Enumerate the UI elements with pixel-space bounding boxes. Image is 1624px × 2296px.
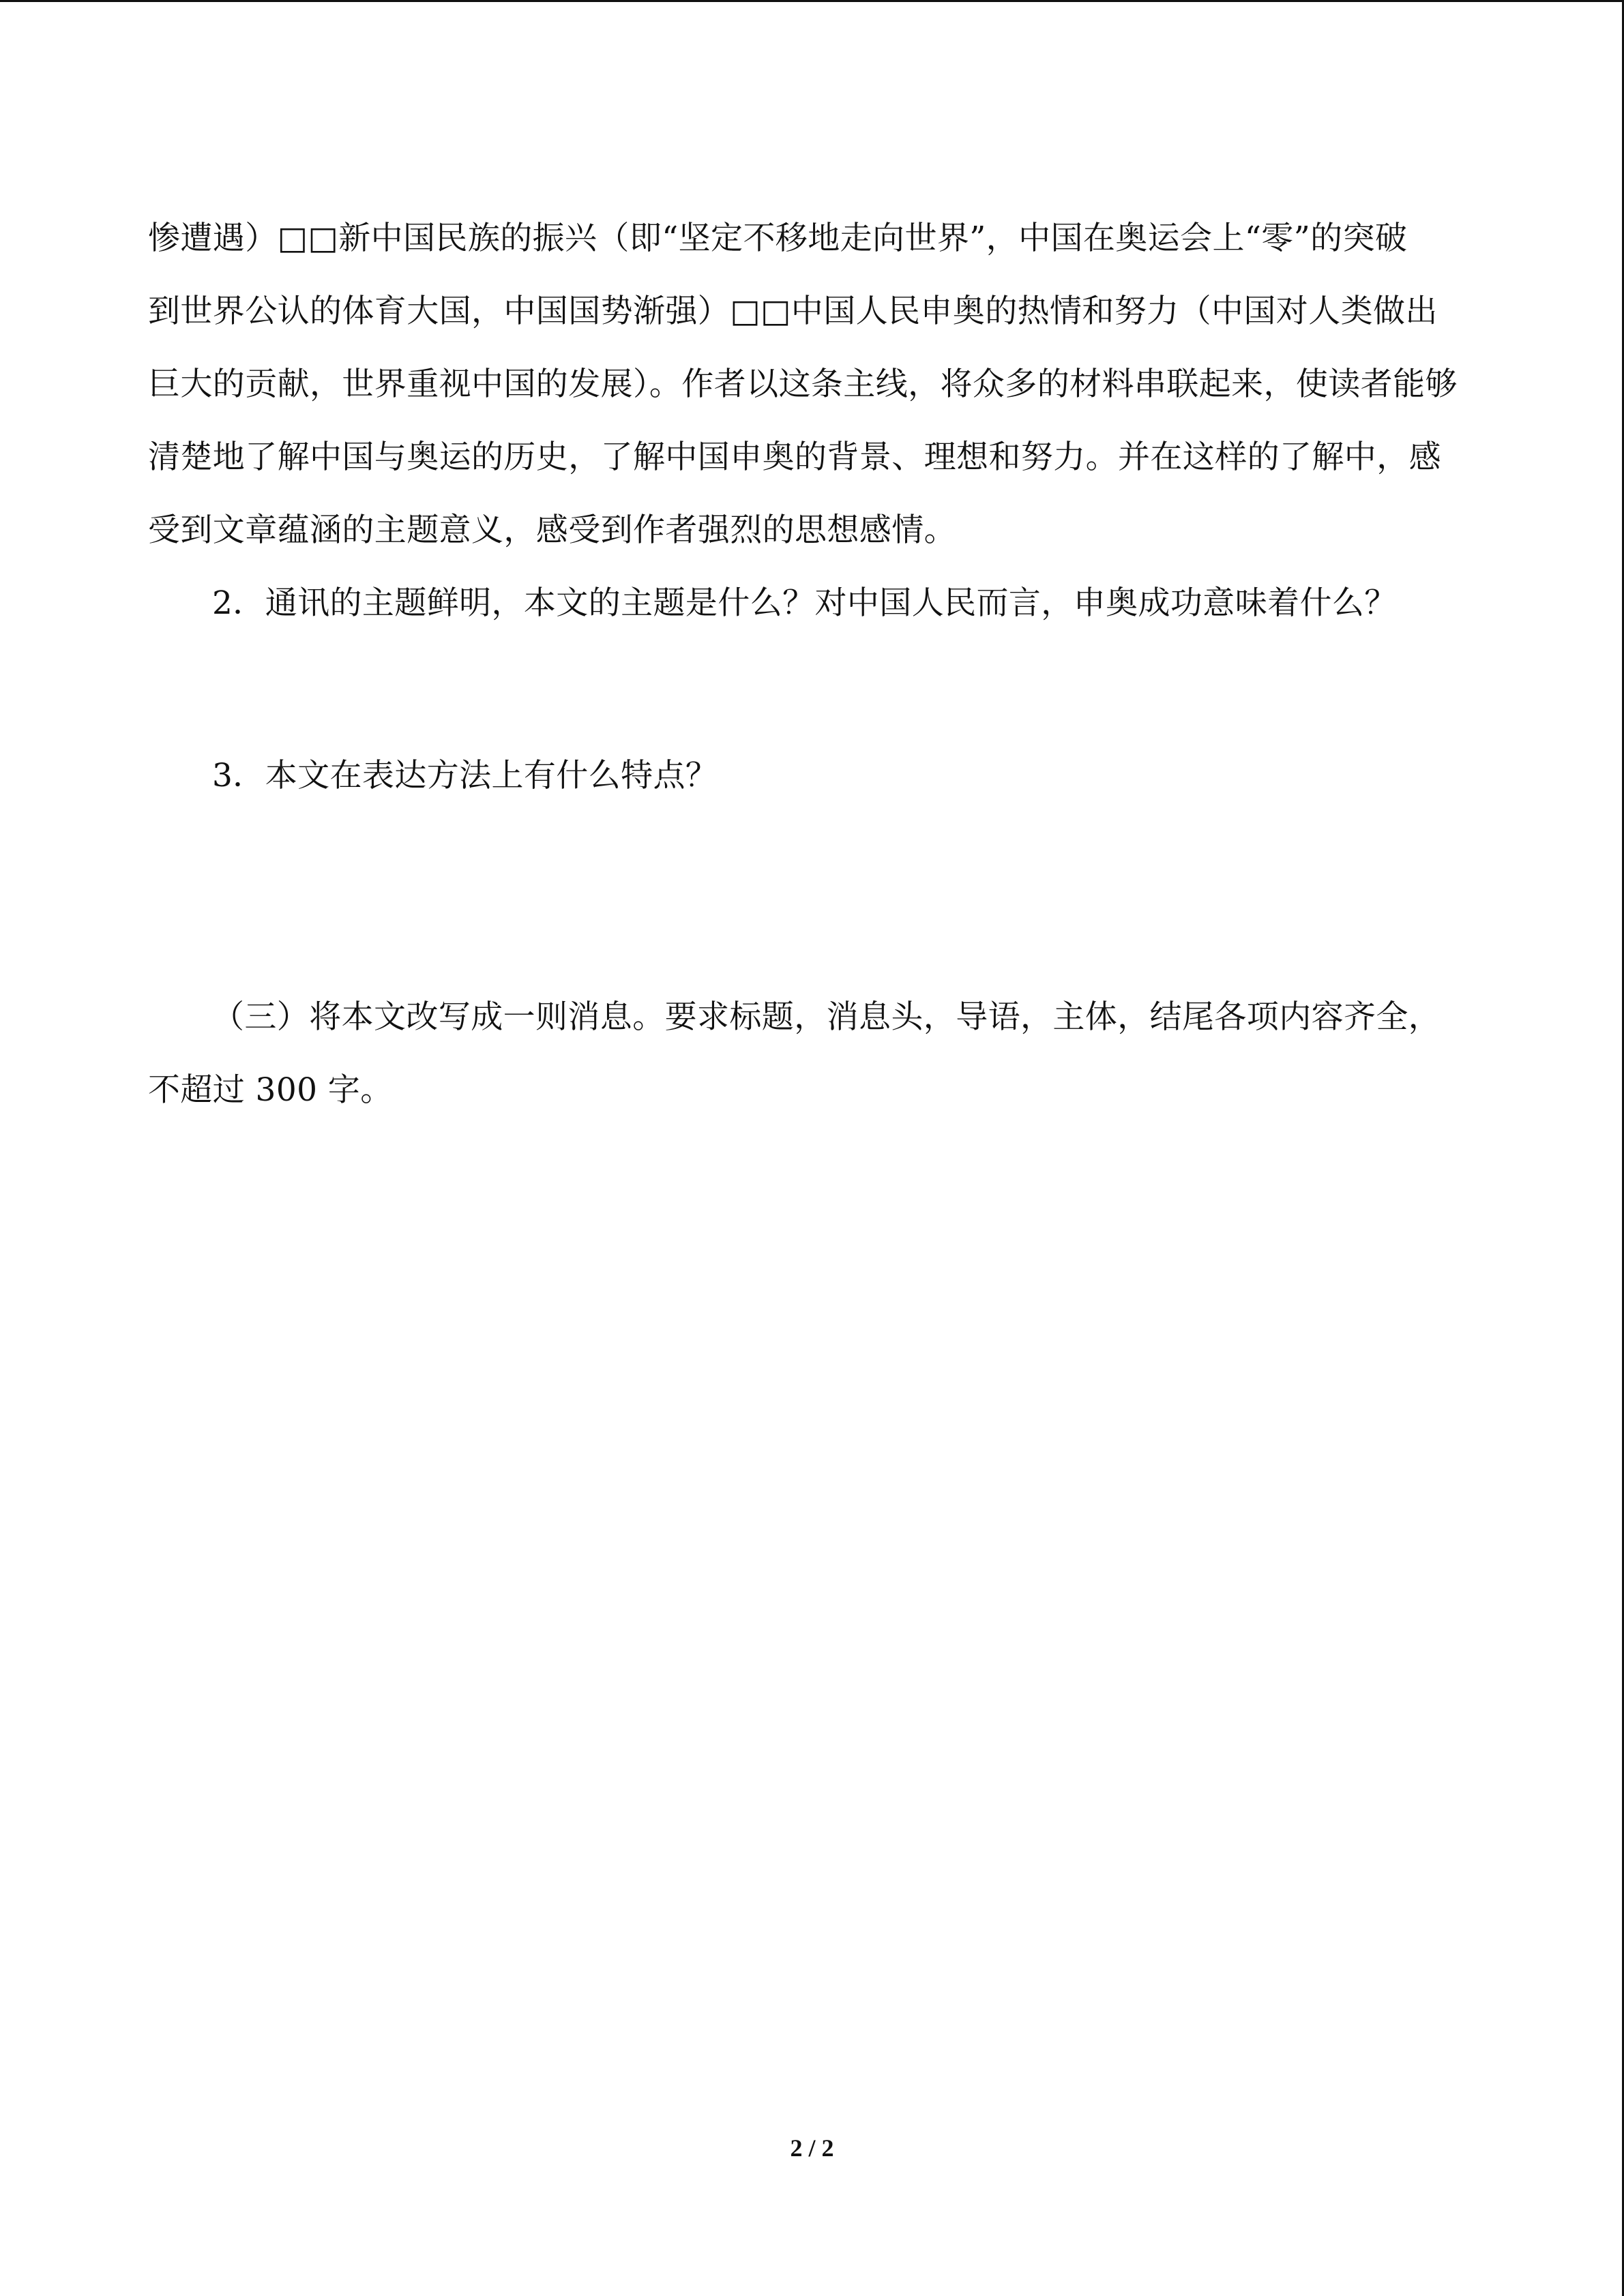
paragraph-line: 清楚地了解中国与奥运的历史，了解中国申奥的背景、理想和努力。并在这样的了解中，感 xyxy=(148,438,1441,476)
paragraph-line: 到世界公认的体育大国，中国国势渐强）□□中国人民申奥的热情和努力（中国对人类做出 xyxy=(148,293,1438,330)
question-4-line: （三）将本文改写成一则消息。要求标题，消息头，导语，主体，结尾各项内容齐全， xyxy=(212,998,1441,1036)
paragraph-line: 惨遭遇）□□新中国民族的振兴（即“坚定不移地走向世界”，中国在奥运会上“零”的突破 xyxy=(148,220,1408,257)
page-number: 2 / 2 xyxy=(790,2134,834,2162)
question-4 xyxy=(148,981,1464,1127)
question-4-line: 不超过 300 字。 xyxy=(148,1071,393,1109)
document-body xyxy=(148,202,1464,640)
question-2 xyxy=(148,567,1464,640)
paragraph-line: 巨大的贡献，世界重视中国的发展）。作者以这条主线，将众多的材料串联起来，使读者能够 xyxy=(148,366,1458,403)
page-border-top xyxy=(0,0,1624,2)
question-3 xyxy=(148,739,1464,812)
question-3-text: 3．本文在表达方法上有什么特点？ xyxy=(212,757,718,794)
paragraph-continuation xyxy=(148,202,1464,567)
question-2-text: 2．通讯的主题鲜明，本文的主题是什么？对中国人民而言，申奥成功意味着什么？ xyxy=(212,584,1397,622)
paragraph-line: 受到文章蕴涵的主题意义，感受到作者强烈的思想感情。 xyxy=(148,511,956,549)
